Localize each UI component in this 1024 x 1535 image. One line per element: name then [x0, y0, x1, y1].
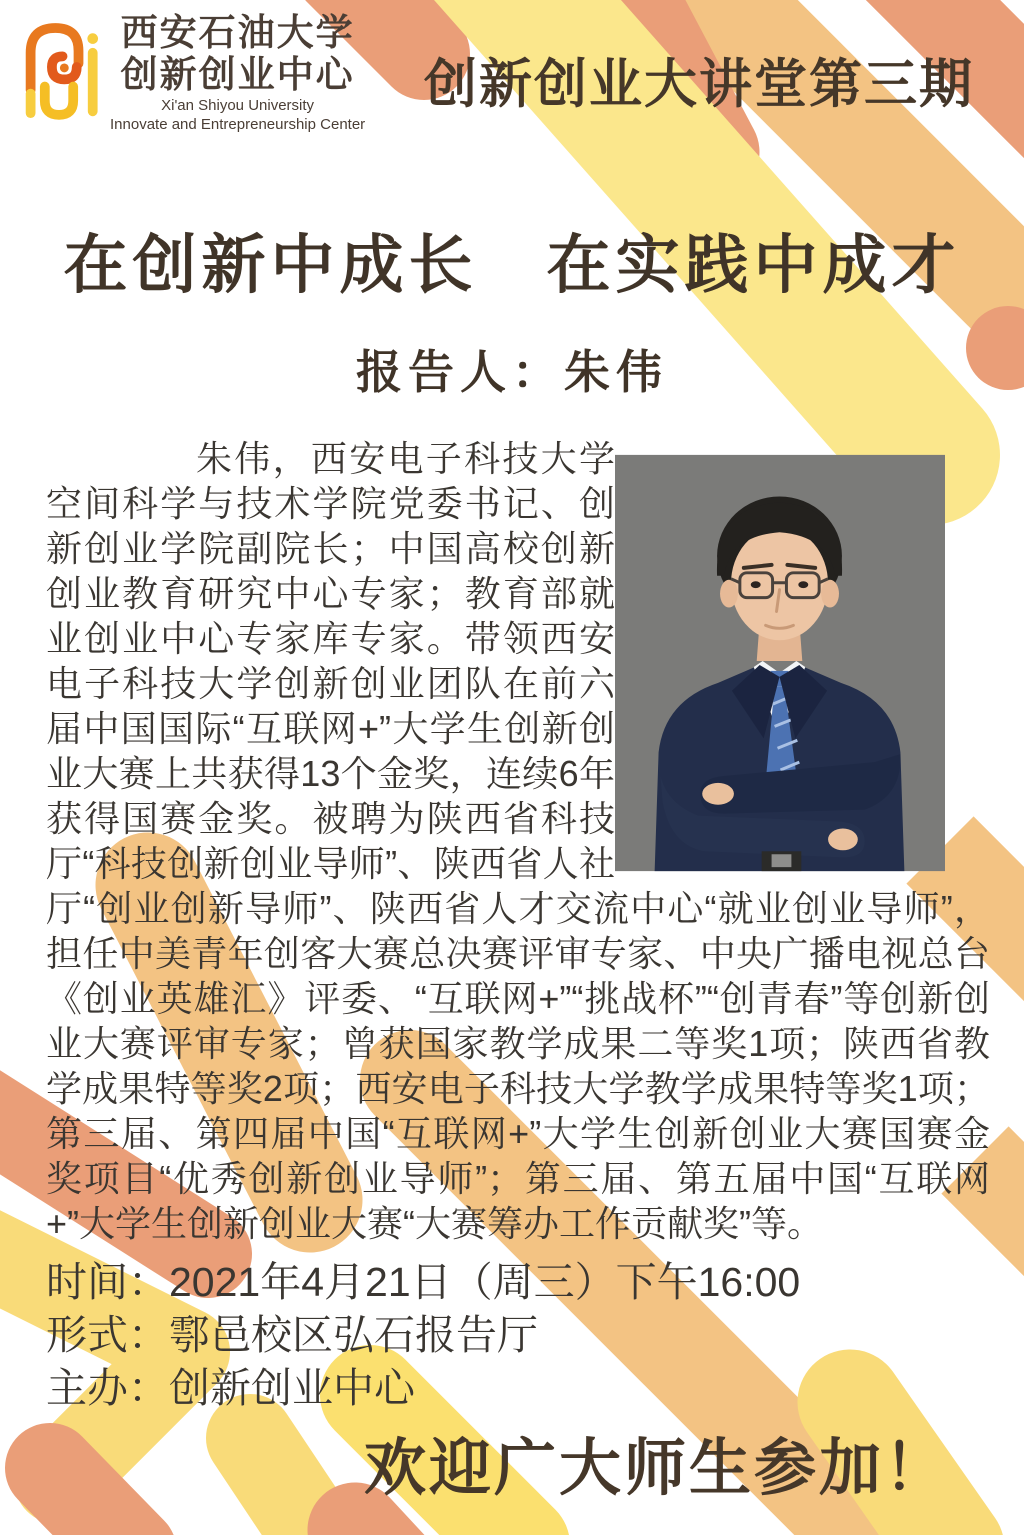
- detail-venue: [46, 1309, 800, 1362]
- detail-venue-label: 形式：: [46, 1312, 169, 1358]
- series-title: 创新创业大讲堂第三期: [424, 55, 974, 114]
- detail-organizer-value: 创新创业中心: [169, 1365, 415, 1411]
- detail-time: [46, 1256, 800, 1309]
- logo-cn-line1: 西安石油大学: [120, 12, 355, 53]
- photo-container: [615, 436, 990, 881]
- detail-venue-value: 鄠邑校区弘石报告厅: [169, 1312, 538, 1358]
- logo-text: [110, 12, 365, 134]
- logo-en-line2: Innovate and Entrepreneurship Center: [110, 116, 366, 133]
- speaker-bio: [46, 436, 990, 1246]
- speaker-photo: [615, 453, 945, 873]
- logo-mark-icon: [18, 12, 100, 122]
- detail-time-value: 2021年4月21日（周三）下午16:00: [169, 1259, 801, 1305]
- speaker-line: 报告人：朱伟: [356, 346, 668, 398]
- closing-line: 欢迎广大师生参加！: [364, 1434, 950, 1503]
- detail-organizer: [46, 1362, 800, 1415]
- detail-time-label: 时间：: [46, 1259, 169, 1305]
- bio-text: 朱伟，西安电子科技大学空间科学与技术学院党委书记、创新创业学院副院长；中国高校创新创业教育研究中心专家；教育部就业创业中心专家库专家。带领西安电子科技大学创新创业团队在前六届中国国际“互联网+”大学生创新创业大赛上共获得13个金奖，连续6年获得国赛金奖。被聘为陕西省科技厅“科技创新创业导师”、陕西省人社厅“创业创新导师”、陕西省人才交流中心“就业创业导师”，担任中美青年创客大赛总决赛评审专家、中央广播电视总台《创业英雄汇》评委、“互联网+”“挑战杯”“创青春”等创新创业大赛评审专家；曾获国家教学成果二等奖1项；陕西省教学成果特等奖2项；西安电子科技大学教学成果特等奖1项；第三届、第四届中国“互联网+”大学生创新创业大赛国赛金奖项目“优秀创新创业导师”；第三届、第五届中国“互联网+”大学生创新创业大赛“大赛筹办工作贡献奖”等。: [46, 438, 990, 1244]
- main-title: 在创新中成长 在实践中成才: [63, 229, 961, 301]
- detail-organizer-label: 主办：: [46, 1365, 169, 1411]
- logo-en-line1: Xi'an Shiyou University: [161, 97, 315, 114]
- logo-cn-line2: 创新创业中心: [120, 54, 355, 95]
- university-logo: [18, 12, 365, 134]
- event-details: [46, 1256, 800, 1415]
